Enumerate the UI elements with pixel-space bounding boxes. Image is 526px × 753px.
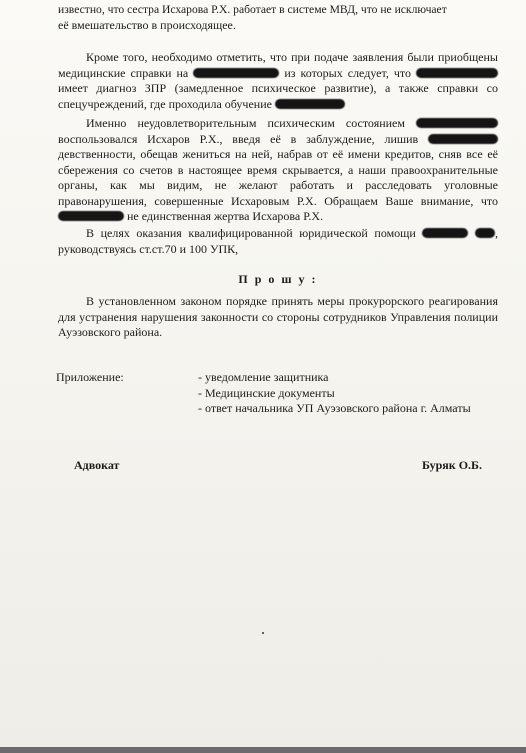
paragraph-3 xyxy=(58,116,498,225)
request-title: П р о ш у : xyxy=(238,272,318,286)
paragraph-2 xyxy=(58,50,498,112)
paragraph-1-line-2: её вмешательство в происходящее. xyxy=(58,17,236,32)
appendix-label: Приложение: xyxy=(56,370,124,384)
redaction-mark xyxy=(422,228,468,238)
paragraph-4 xyxy=(58,226,498,257)
redaction-mark xyxy=(193,68,279,78)
scan-speck xyxy=(262,632,264,634)
paragraph-1-line-1: известно, что сестра Исхарова Р.Х. работает в системе МВД, что не исключает xyxy=(58,3,447,16)
redaction-mark xyxy=(58,211,124,221)
scan-edge xyxy=(0,747,526,753)
appendix-item: - уведомление защитника xyxy=(198,370,329,384)
paragraph-3-text-d: не единственная жертва Исхарова Р.Х. xyxy=(127,209,324,223)
paragraph-3-text-b: воспользовался Исхаров Р.Х., введя её в заблуждение, лишив xyxy=(58,131,419,146)
paragraph-3-text-c: девственности, обещав жениться на ней, набрав от её имени кредитов, сняв все её сбережения со счетов в настоящее время скрывается, а наши правоохранительные органы, как мы видим, не желают работать и расследовать уголовные правонарушения, совершенные Исхаровым Р.Х. Обращаем Ваше внимание, что xyxy=(58,147,498,208)
appendix-item: - Медицинские документы xyxy=(198,385,335,400)
paragraph-2-text-c: имеет диагноз ЗПР (замедленное психическое развитие), а также справки со спецучреждений, где проходила обучение xyxy=(58,81,498,111)
paragraph-3-text-a: Именно неудовлетворительным психическим состоянием xyxy=(86,116,405,130)
redaction-mark xyxy=(416,68,498,78)
paragraph-4-text-b: , руководствуясь ст.ст.70 и 100 УПК, xyxy=(58,226,499,256)
paragraph-2-text-a: Кроме того, необходимо отметить, что при подаче заявления были приобщены медицинские справки на xyxy=(58,50,498,80)
redaction-mark xyxy=(416,118,498,128)
appendix-list xyxy=(198,370,471,417)
paragraph-5: В установленном законом порядке принять меры прокурорского реагирования для устранения нарушения законности со стороны сотрудников Управления полиции Ауэзовского района. xyxy=(58,294,498,339)
signature-role: Адвокат xyxy=(74,458,120,472)
paragraph-2-text-b: из которых следует, что xyxy=(284,65,411,80)
appendix-item: - ответ начальника УП Ауэзовского района г. Алматы xyxy=(198,401,471,415)
paragraph-1 xyxy=(58,2,498,33)
redaction-mark xyxy=(428,134,498,144)
redaction-mark xyxy=(475,228,495,238)
redaction-mark xyxy=(275,99,345,109)
signature-name: Буряк О.Б. xyxy=(422,458,482,472)
paragraph-4-text-a: В целях оказания квалифицированной юридической помощи xyxy=(86,226,416,240)
